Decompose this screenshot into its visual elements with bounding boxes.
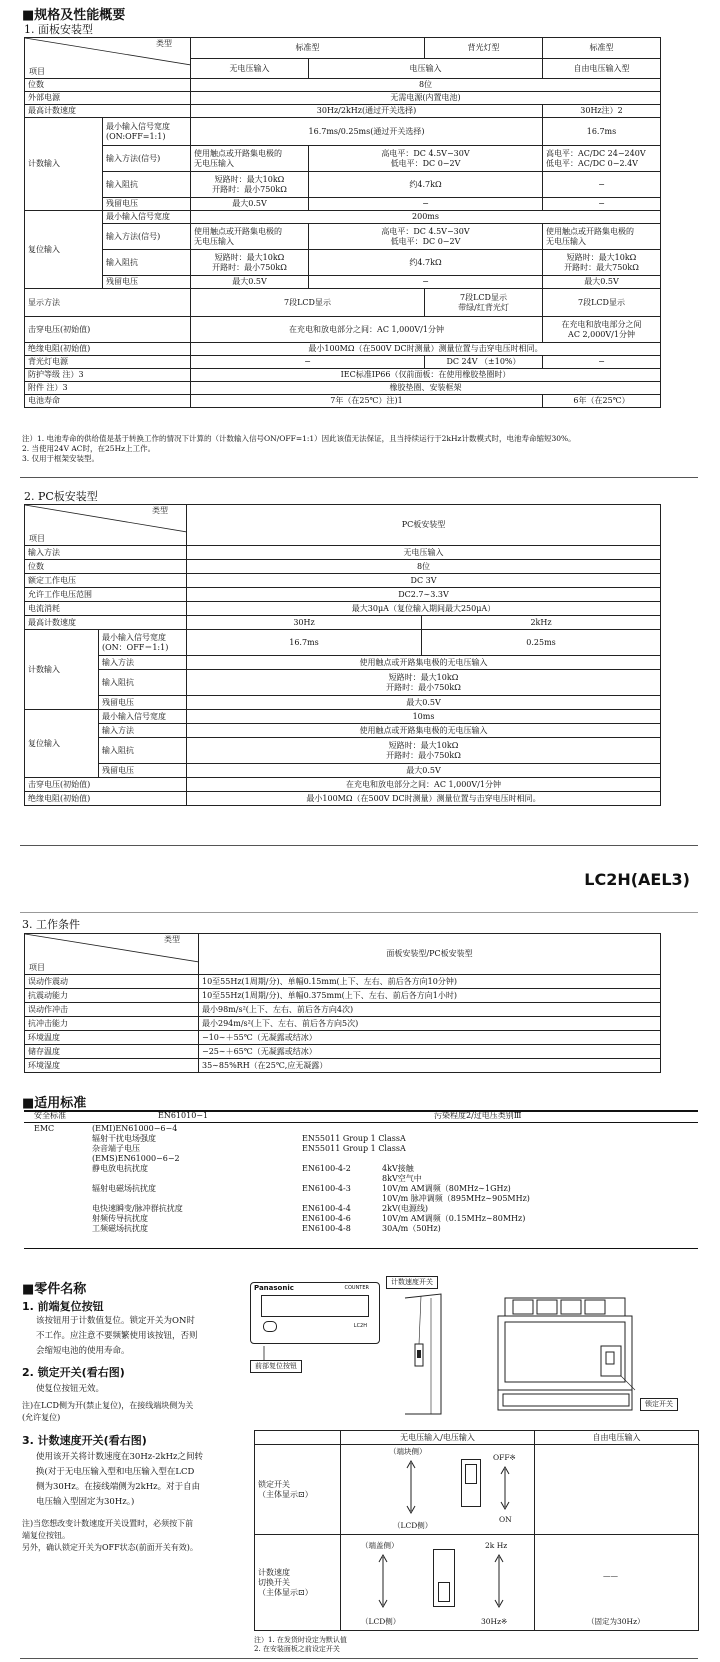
panel-subtitle: 1. 面板安装型 — [24, 23, 93, 36]
table-cell: 7段LCD显示 带绿/红背光灯 — [425, 289, 543, 317]
table-row — [25, 670, 661, 696]
table-row — [25, 1045, 661, 1059]
panel-spec-table — [24, 37, 661, 408]
table-row — [25, 1031, 661, 1045]
pc-spec-table — [24, 504, 661, 806]
std-emc-col1: (EMI)EN61000−6−4 辐射干扰电场强度 杂音端子电压 (EMS)EN61000−6−2 静电放电抗扰度 辐射电磁场抗扰度 电快速瞬变/脉冲群抗扰度 射频传导抗扰度 工频磁场抗扰度 — [92, 1124, 183, 1233]
speed-switch-cell — [341, 1535, 535, 1631]
table-row — [25, 198, 661, 211]
table-cell: 最高计数速度 — [25, 616, 187, 630]
table-cell: 短路时：最大10kΩ 开路时：最小750kΩ — [187, 738, 661, 764]
table-row — [25, 1017, 661, 1031]
table-row — [25, 105, 661, 118]
header-item-label: 项目 — [29, 67, 45, 76]
table-cell: 残留电压 — [103, 276, 191, 289]
std-emc-col2: EN55011 Group 1 ClassA EN55011 Group 1 ClassA EN6100-4-2 EN6100-4-3 EN6100-4-4 EN6100-4-6 EN6100-4-8 — [302, 1134, 406, 1233]
terminal-side-label: （端块侧） — [389, 1447, 427, 1456]
table-cell: 复位输入 — [25, 710, 99, 778]
table-cell: 计数输入 — [25, 630, 99, 710]
table-cell: − — [543, 198, 661, 211]
table-cell: 短路时：最大10kΩ 开路时：最大750kΩ — [543, 250, 661, 276]
table-cell: 橡胶垫圈、安装框架 — [191, 382, 661, 395]
arrow-updown-icon — [373, 1553, 393, 1609]
lock-switch-cell — [341, 1445, 535, 1535]
table-cell: 短路时：最大10kΩ 开路时：最小750kΩ — [191, 172, 309, 198]
arrow-updown-icon — [495, 1465, 515, 1511]
header-type-label: 类型 — [156, 39, 172, 48]
switch-table — [254, 1430, 699, 1631]
table-cell: 输入阻抗 — [99, 738, 187, 764]
table-header-corner — [25, 38, 191, 79]
lcd-side-label: （LCD侧） — [393, 1521, 433, 1530]
part1-body: 该按钮用于计数值复位。锁定开关为ON时 不工作。应注意不要频繁使用该按钮，否则 会缩短电池的使用寿命。 — [36, 1316, 198, 1356]
table-row — [25, 172, 661, 198]
table-cell: DC2.7∼3.3V — [187, 588, 661, 602]
2khz-label: 2k Hz — [485, 1541, 508, 1550]
table-cell: 30Hz — [187, 616, 422, 630]
table-cell: 16.7ms — [543, 118, 661, 146]
table-cell: 防护等级 注）3 — [25, 369, 191, 382]
table-cell: 电池寿命 — [25, 395, 191, 408]
speed-switch-free-cell — [535, 1535, 699, 1631]
table-header-corner — [25, 934, 199, 975]
input-free-voltage: 自由电压输入型 — [543, 59, 661, 79]
table-cell: 无需电源(内置电池) — [191, 92, 661, 105]
table-row — [25, 588, 661, 602]
table-cell: 高电平：DC 4.5V−30V 低电平：DC 0−2V — [309, 146, 543, 172]
table-cell: 附件 注）3 — [25, 382, 191, 395]
table-cell: 位数 — [25, 560, 187, 574]
type-standard-free: 标准型 — [543, 38, 661, 59]
type-backlight: 背光灯型 — [425, 38, 543, 59]
table-cell: 环境温度 — [25, 1031, 199, 1045]
lcd-side-label: （LCD侧） — [361, 1617, 401, 1626]
divider — [20, 845, 698, 846]
table-cell: 35∼85%RH（在25℃,应无凝露） — [199, 1059, 661, 1073]
part3-note: 注)当您想改变计数速度开关设置时，必须按下前 端复位按钮。 另外，确认锁定开关为OFF状态(前面开关有效)。 — [22, 1519, 198, 1552]
table-row — [25, 356, 661, 369]
table-cell: 最大0.5V — [191, 276, 309, 289]
table-cell: 电流消耗 — [25, 602, 187, 616]
header-item-label: 项目 — [29, 534, 45, 543]
table-cell: − — [309, 198, 543, 211]
table-cell: 最大0.5V — [187, 696, 661, 710]
table-cell: 最小98m/s²(上下、左右、前后各方向4次) — [199, 1003, 661, 1017]
std-emc-label: EMC — [34, 1124, 55, 1133]
table-row — [25, 710, 661, 724]
speed-switch-label: 计数速度 切换开关 （主体显示⊡） — [255, 1535, 341, 1631]
table-cell: −25∼＋65℃（无凝露或结冰） — [199, 1045, 661, 1059]
table-cell: 短路时：最大10kΩ 开路时：最小750kΩ — [187, 670, 661, 696]
table-cell: 输入阻抗 — [99, 670, 187, 696]
input-no-voltage: 无电压输入 — [191, 59, 309, 79]
model-name: LC2H(AEL3) — [584, 870, 690, 889]
part1-heading: 1. 前端复位按钮 — [22, 1300, 104, 1313]
table-cell: 最大0.5V — [543, 276, 661, 289]
table-cell: 7段LCD显示 — [191, 289, 425, 317]
table-cell: − — [543, 356, 661, 369]
table-cell: 无电压输入 — [187, 546, 661, 560]
table-row — [25, 738, 661, 764]
table-cell: 10至55Hz(1周期/分)、单幅0.375mm(上下、左右、前后各方向1小时) — [199, 989, 661, 1003]
table-cell: 最小输入信号宽度 (ON：OFF＝1:1) — [99, 630, 187, 656]
table-header-corner — [25, 505, 187, 546]
divider — [20, 912, 698, 913]
part3-body: 使用该开关将计数速度在30Hz-2kHz之间转 换(对于无电压输入型和电压输入型在LCD 侧为30Hz。在接线端侧为2kHz。对于自由 电压输入型固定为30Hz。) — [36, 1452, 204, 1507]
table-row — [25, 224, 661, 250]
table-cell: 在充电和放电部分之间：AC 1,000V/1分钟 — [187, 778, 661, 792]
table-cell: 8位 — [187, 560, 661, 574]
table-row — [25, 546, 661, 560]
table-cell: 最小输入信号宽度 (ON:OFF=1:1) — [103, 118, 191, 146]
std-en61010: EN61010−1 — [158, 1111, 209, 1120]
table-cell: 约4.7kΩ — [309, 250, 543, 276]
spec-title: ■规格及性能概要 — [22, 8, 126, 23]
table-cell: − — [543, 172, 661, 198]
table-cell: 使用触点或开路集电极的 无电压输入 — [543, 224, 661, 250]
table-row — [25, 1003, 661, 1017]
table-row — [25, 118, 661, 146]
table-cell: 高电平：AC/DC 24−240V 低电平：AC/DC 0−2.4V — [543, 146, 661, 172]
table-cell: 最小294m/s²(上下、左右、前后各方向5次) — [199, 1017, 661, 1031]
table-row — [25, 696, 661, 710]
table-cell: 使用触点或开路集电极的无电压输入 — [187, 656, 661, 670]
table-cell: 短路时：最大10kΩ 开路时：最小750kΩ — [191, 250, 309, 276]
table-row — [25, 1059, 661, 1073]
table-cell: 30Hz注）2 — [543, 105, 661, 118]
on-label: ON — [499, 1515, 512, 1524]
type-pc-board: PC板安装型 — [187, 505, 661, 546]
table-cell: 使用触点或开路集电极的 无电压输入 — [191, 146, 309, 172]
off-label: OFF※ — [493, 1453, 516, 1462]
table-cell: 8位 — [191, 79, 661, 92]
table-cell: 最大0.5V — [187, 764, 661, 778]
table-cell: 7年（在25℃）注)1 — [191, 395, 543, 408]
table-cell: 误动作冲击 — [25, 1003, 199, 1017]
table-row — [25, 724, 661, 738]
switch-header-voltage: 无电压输入/电压输入 — [341, 1431, 535, 1445]
input-voltage: 电压输入 — [309, 59, 543, 79]
table-cell: 绝缘电阻(初始值) — [25, 343, 191, 356]
switch-notes: 注）1. 在发货时设定为默认值 2. 在安装面板之前设定开关 — [254, 1636, 347, 1653]
table-cell: 复位输入 — [25, 211, 103, 289]
table-row — [25, 250, 661, 276]
table-row — [25, 382, 661, 395]
lock-switch-icon — [461, 1459, 481, 1507]
table-row — [25, 289, 661, 317]
conditions-table — [24, 933, 661, 1073]
part3-heading: 3. 计数速度开关(看右图) — [22, 1434, 147, 1447]
pc-subtitle: 2. PC板安装型 — [24, 490, 98, 503]
model-badge: LC2H — [353, 1323, 367, 1329]
header-item-label: 项目 — [29, 963, 45, 972]
header-type-label: 类型 — [164, 935, 180, 944]
table-cell: 输入方法(信号) — [103, 146, 191, 172]
table-cell: 显示方法 — [25, 289, 191, 317]
table-cell: 额定工作电压 — [25, 574, 187, 588]
table-row — [25, 276, 661, 289]
table-row — [25, 369, 661, 382]
table-cell: 最小100MΩ（在500V DC时测量）测量位置与击穿电压时相同。 — [191, 343, 661, 356]
table-cell: 16.7ms/0.25ms(通过开关选择) — [191, 118, 543, 146]
table-cell: 残留电压 — [103, 198, 191, 211]
table-cell: 最高计数速度 — [25, 105, 191, 118]
reset-button[interactable] — [263, 1321, 277, 1332]
parts-title: ■零件名称 — [22, 1282, 87, 1297]
table-cell: 抗冲击能力 — [25, 1017, 199, 1031]
table-row — [25, 616, 661, 630]
table-cell: 6年（在25℃） — [543, 395, 661, 408]
standards-title: ■适用标准 — [22, 1096, 87, 1111]
table-cell: 使用触点或开路集电极的 无电压输入 — [191, 224, 309, 250]
divider — [20, 477, 698, 478]
table-row — [25, 574, 661, 588]
table-cell: 输入方法 — [25, 546, 187, 560]
table-cell: 计数输入 — [25, 118, 103, 211]
table-cell: 允许工作电压范围 — [25, 588, 187, 602]
divider — [20, 1658, 698, 1659]
table-cell: 抗震动能力 — [25, 989, 199, 1003]
table-cell: 高电平：DC 4.5V−30V 低电平：DC 0−2V — [309, 224, 543, 250]
table-cell: DC 3V — [187, 574, 661, 588]
table-cell: 10ms — [187, 710, 661, 724]
table-row — [25, 764, 661, 778]
table-cell: 30Hz/2kHz(通过开关选择) — [191, 105, 543, 118]
cond-subtitle: 3. 工作条件 — [22, 918, 80, 931]
table-cell: 位数 — [25, 79, 191, 92]
part2-heading: 2. 锁定开关(看右图) — [22, 1366, 125, 1379]
table-row — [25, 92, 661, 105]
counter-label: COUNTER — [344, 1285, 369, 1291]
table-cell: −10∼＋55℃（无凝露或结冰） — [199, 1031, 661, 1045]
part2-body: 使复位按钮无效。 — [36, 1384, 105, 1394]
table-row — [25, 395, 661, 408]
table-cell: 7段LCD显示 — [543, 289, 661, 317]
table-cell: 16.7ms — [187, 630, 422, 656]
table-cell: 10至55Hz(1周期/分)、单幅0.15mm(上下、左右、前后各方向10分钟) — [199, 975, 661, 989]
table-row — [25, 975, 661, 989]
30hz-label: 30Hz※ — [481, 1617, 508, 1626]
type-standard: 标准型 — [191, 38, 425, 59]
table-cell: 残留电压 — [99, 764, 187, 778]
table-cell: 残留电压 — [99, 696, 187, 710]
table-cell: 背光灯电源 — [25, 356, 191, 369]
table-cell: DC 24V （±10%） — [425, 356, 543, 369]
table-cell: 输入阻抗 — [103, 172, 191, 198]
table-cell: 最小输入信号宽度 — [103, 211, 191, 224]
panel-notes: 注）1. 电池寿命的供给值是基于转换工作的情况下计算的（计数输入信号ON/OFF=1:1）因此该值无法保证，且当持续运行于2kHz计数模式时，电池寿命缩短30%。 2. 当使用24V AC时，在25Hz上工作。 3. 仅用于框架安装型。 — [22, 434, 576, 463]
table-row — [25, 602, 661, 616]
table-row — [25, 560, 661, 574]
table-cell: 最大0.5V — [191, 198, 309, 211]
table-cell: 约4.7kΩ — [309, 172, 543, 198]
table-row — [25, 656, 661, 670]
table-cell: 绝缘电阻(初始值) — [25, 792, 187, 806]
table-cell: 环境湿度 — [25, 1059, 199, 1073]
table-cell: 在充电和放电部分之间：AC 1,000V/1分钟 — [191, 317, 543, 343]
table-cell: 误动作震动 — [25, 975, 199, 989]
table-cell: 2kHz — [422, 616, 661, 630]
dash-label: —— — [603, 1571, 618, 1580]
speed-switch-icon — [433, 1549, 455, 1607]
label-front-reset: 前部复位按钮 — [250, 1360, 302, 1373]
table-cell: IEC标准IP66（仅前面板：在使用橡胶垫圈时） — [191, 369, 661, 382]
table-row — [25, 79, 661, 92]
table-cell: 0.25ms — [422, 630, 661, 656]
table-row — [25, 778, 661, 792]
table-row — [25, 343, 661, 356]
table-cell: 输入阻抗 — [103, 250, 191, 276]
table-row — [25, 211, 661, 224]
divider — [24, 1122, 698, 1123]
table-cell: − — [309, 276, 543, 289]
table-row — [25, 630, 661, 656]
table-cell: 使用触点或开路集电极的无电压输入 — [187, 724, 661, 738]
table-cell: 击穿电压(初始值) — [25, 778, 187, 792]
table-cell: 输入方法 — [99, 656, 187, 670]
table-row — [25, 989, 661, 1003]
arrow-updown-icon — [401, 1459, 421, 1515]
counter-front-drawing — [250, 1282, 380, 1344]
part2-note: 注)在LCD侧为开(禁止复位)，在接线端块侧为关 (允许复位) — [22, 1401, 194, 1422]
table-cell: 储存温度 — [25, 1045, 199, 1059]
label-lock-switch: 锁定开关 — [640, 1398, 678, 1411]
table-cell: 在充电和放电部分之间 AC 2,000V/1分钟 — [543, 317, 661, 343]
std-pollution: 污染程度2/过电压类别Ⅲ — [434, 1111, 522, 1120]
table-cell: 输入方法(信号) — [103, 224, 191, 250]
divider — [24, 1248, 698, 1249]
table-cell: 最大30μA（复位输入期间最大250μA） — [187, 602, 661, 616]
table-cell: 输入方法 — [99, 724, 187, 738]
header-type-label: 类型 — [152, 506, 168, 515]
std-emc-col3: 4kV接触 8kV空气中 10V/m AM调频（80MHz∼1GHz) 10V/m 脉冲调频（895MHz∼905MHz) 2kV(电源线) 10V/m AM调频（0.15MHz∼80MHz) 30A/m（50Hz) — [382, 1164, 530, 1233]
table-cell: 最小100MΩ（在500V DC时测量）测量位置与击穿电压时相同。 — [187, 792, 661, 806]
std-safety-label: 安全标准 — [34, 1111, 66, 1120]
divider — [24, 1110, 698, 1112]
cover-side-label: （端盖侧） — [361, 1541, 399, 1550]
table-row — [255, 1445, 699, 1535]
arrow-updown-icon — [489, 1553, 509, 1609]
fixed-30hz-label: （固定为30Hz） — [587, 1617, 645, 1626]
table-cell: 最小输入信号宽度 — [99, 710, 187, 724]
table-row — [25, 146, 661, 172]
table-cell: 外部电源 — [25, 92, 191, 105]
label-speed-switch: 计数速度开关 — [386, 1276, 438, 1289]
table-row — [25, 317, 661, 343]
table-cell: − — [191, 356, 425, 369]
table-row — [25, 792, 661, 806]
lcd-display — [261, 1295, 369, 1317]
table-row — [255, 1535, 699, 1631]
switch-header-free: 自由电压输入 — [535, 1431, 699, 1445]
table-cell: 200ms — [191, 211, 661, 224]
brand-logo: Panasonic — [254, 1284, 294, 1292]
type-panel-pc: 面板安装型/PC板安装型 — [199, 934, 661, 975]
lock-switch-label: 锁定开关 （主体显示⊡） — [255, 1445, 341, 1535]
table-cell: 击穿电压(初始值) — [25, 317, 191, 343]
